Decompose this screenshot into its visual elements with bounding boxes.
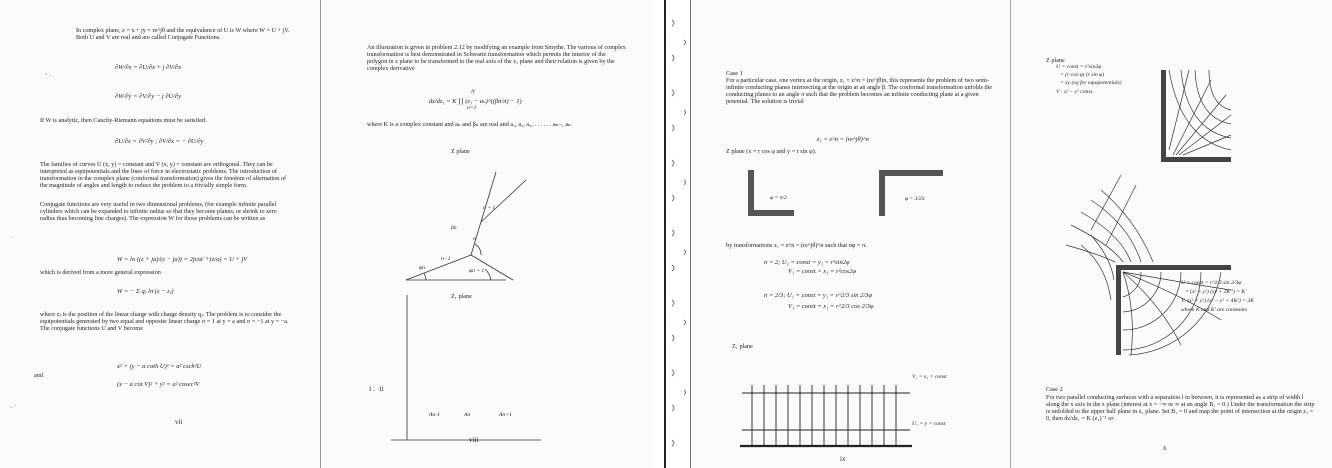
- scan-specks: ⅰ ⁚ ·ⅱ: [369, 385, 384, 393]
- p9-n2-v: V₁ = const = x₁ = r²cos2φ: [788, 268, 856, 275]
- p8-z1plane-label: Z₁ plane: [451, 293, 472, 300]
- p7-eq-coth: x² + (y − a coth U)² = a² csch²U: [117, 363, 202, 370]
- page-vii: [0, 0, 320, 468]
- p9-eq-z1: z₁ = z^n = (re^jθ)^n: [817, 136, 869, 143]
- p7-para-families: The families of curves U (x, y) = constant and V (x, y) = constant are orthogonal. They can be interpreted as equipotentials and the lines of force in electrostatic problems. The introduction of transformation in the complex plane (conformal transformation) gives the freedom of alternation of the magnitude of angles and length to reduce the problem to a trivially simple form.: [40, 161, 287, 189]
- p10-r2: = (x² + y²) (xy + 2K'²) = K': [1185, 289, 1247, 295]
- p7-eq-w-sum: W = − Σ qⱼ ln (z − zⱼ): [117, 288, 174, 295]
- p8-intro: An illustration is given in problem 2.12 by modifying an example from Smythe. The various of complex transformation is best demonstrated in Schwartz transformation which permits the interior of the polygon in z plane to be transformed to the real axis of the z₁ plane and their relation is given by the complex derivative: [367, 44, 626, 72]
- p9-phi-half: φ = π/2: [770, 195, 787, 201]
- scan-specks: · ˙: [10, 404, 17, 412]
- p10-case2-title: Case 2: [1046, 386, 1063, 393]
- p7-and: and: [34, 372, 43, 379]
- p10-r1: U = const = r^2/3 sin 2/3φ: [1181, 280, 1242, 286]
- page-number-vii: vii: [175, 418, 183, 426]
- p7-derived-text: which is derived from a more general expression: [40, 269, 161, 276]
- p9-z1plane-label: Z₁ plane: [732, 343, 753, 350]
- p9-n23-u: n = 2/3; U₁ = const = y₁ = r^2/3 sin 2/3φ: [764, 292, 873, 299]
- p7-para-position: where zⱼ is the position of the linear charge with charge density qⱼ. The problem is to consider the equipotentials generated by two equal and opposite linear charge σ = 1 at y = a and σ = −1 at y = −a. The conjugate functions U and V become: [40, 311, 289, 332]
- page-ix: [692, 0, 1010, 468]
- p8-lbl-n1: n + 1: [483, 205, 496, 211]
- binding-marks: [652, 0, 692, 468]
- p7-intro: In complex plane, z = x + jy = re^jθ and the equivalence of U is W where W = U + jV. Both U and V are real and are called Conjugate Functions.: [76, 27, 290, 41]
- p8-axis-an: An: [464, 412, 471, 418]
- p7-eq-dw-dx: ∂W/∂x = ∂U/∂x + j ∂V/∂x: [115, 64, 182, 71]
- p8-eq-schwartz: dz/dz₁ = K ∏ (z₁ − aₙ)^((βn/π) − 1): [429, 98, 522, 105]
- p7-cauchy-text: If W is analytic, then Cauchy-Riemann equations must be satisfied.: [40, 117, 207, 124]
- p9-u1-const: U₁ = y = const: [912, 421, 946, 427]
- page-number-ix: ix: [840, 455, 846, 463]
- conducting-planes-diagram: [692, 0, 1010, 468]
- p8-where: where K is a complex constant and aₙ and βₙ are real and a₁, a₂, a₃, . . . . . . aₙ₋₁ aₙ.: [367, 121, 573, 128]
- p9-case-title: Case 1: [726, 70, 743, 77]
- polygon-diagram: [321, 0, 652, 468]
- p9-n23-v: V₁ = const = x₁ = r^2/3 cos 2/3φ: [788, 303, 874, 310]
- p8-lbl-phin: φn: [419, 265, 425, 271]
- p10-line3: = xy (eq for equipotentials): [1060, 80, 1122, 86]
- p7-eq-dw-dy: ∂W/∂y = ∂V/∂y − j ∂U/∂y: [115, 93, 182, 100]
- p8-lbl-beta: βn: [451, 225, 457, 231]
- p8-prod-bot: n=1: [467, 105, 477, 111]
- page-viii: [321, 0, 652, 468]
- p8-lbl-n: n: [473, 236, 476, 242]
- p8-axis-an-1: An-1: [429, 412, 440, 418]
- p9-v1-const: V₁ = x₁ = const: [912, 374, 947, 380]
- p9-transform-text: by transformations z₁ = z^n = (re^jθ)^n such that nφ = π.: [726, 242, 867, 249]
- p10-zplane-label: Z plane: [1046, 57, 1065, 64]
- p10-r4: where K and K' are constants: [1181, 307, 1247, 313]
- p7-eq-cauchy: ∂U/∂x = ∂V/∂y ; ∂V/∂x = − ∂U/∂y: [115, 138, 204, 145]
- page-x: [1011, 0, 1332, 468]
- p9-zplane-label: Z plane (x = r cos φ and y = r sin φ).: [726, 148, 817, 155]
- p7-eq-cot: (x − a cot V)² + y² = a² cosec²V: [117, 381, 200, 388]
- p10-line1: U = const = r²sin2φ: [1056, 64, 1102, 70]
- p9-case-text: For a particular case, one vertex at the origin, z₁ = z^n = (re^jθ)n, this represents the problem of two semi-infinite conducting planes intersecting at the origin at an angle β. The conformal transformation unfolds the conducting planes to an angle π such that the problem becomes an infinite conducting plane at a given potential. The solution is trivial: [726, 77, 993, 105]
- p10-line2: = (r cos φ) (r sin φ): [1060, 72, 1105, 78]
- p10-line4: V : x² − y² const.: [1056, 89, 1094, 95]
- p9-phi-threehalf: φ = 3/2π: [905, 196, 925, 202]
- p10-r3: V: (x² + y²) (x² − y² + 4K²) = 3K: [1181, 298, 1254, 304]
- p8-prod-top: N: [471, 89, 475, 95]
- p8-zplane-label: Z plane: [451, 148, 470, 155]
- p7-eq-w-ln: W = ln ((z + ja)/(z − ja)) = 2jcot⁻¹ (z/a) = U + jV: [117, 256, 248, 263]
- p8-lbl-n-minus-1: n−1: [441, 256, 451, 262]
- page-number-x: x: [1163, 444, 1167, 452]
- p7-para-conjugate: Conjugate functions are very useful in two dimensional problems, (for example infinite parallel cylinders which can be expanded to infinite radius so that they become planes; or shrink to zero radius thus becoming line charges). The expression W for those problems can be written as: [40, 201, 277, 222]
- scan-specks: ˙: [10, 236, 13, 244]
- page-number-viii: viii: [469, 436, 479, 444]
- p8-lbl-phin1: φn + 1: [469, 268, 485, 274]
- scan-specks: ‘ ·: [45, 72, 52, 80]
- p10-case2-text: For two parallel conducting surfaces with a separation l in between, it is represented as a strip of width l along the x axis in the z plane (interest at x = −∞ or ∞ at an angle B₁ = 0.) Under the transformation the strip is unfolded to the upper half plane in z₁ plane. Set B₁ = 0 and map the point of intersection at the origin z₁ = 0, then dz/dz₁ = K (z₁)⁻¹ or: [1046, 394, 1315, 422]
- p8-axis-an1: An+1: [499, 412, 512, 418]
- p9-n2-u: n = 2; U₁ = const = y₁ = r²sin2φ: [764, 259, 850, 266]
